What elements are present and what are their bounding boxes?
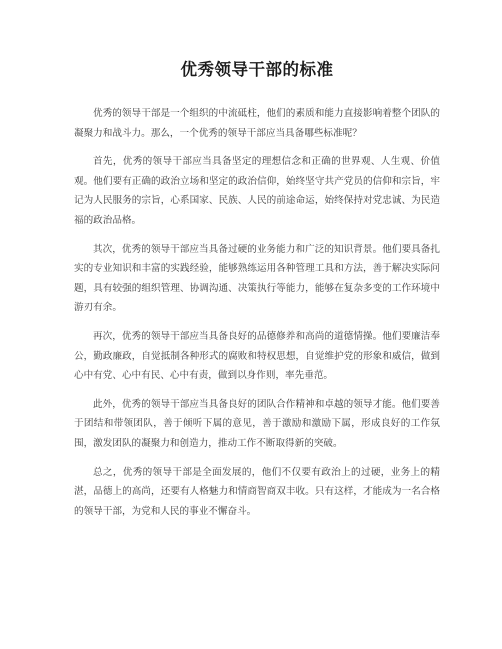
paragraph-intro: 优秀的领导干部是一个组织的中流砥柱，他们的素质和能力直接影响着整个团队的凝聚力和战斗力。那么，一个优秀的领导干部应当具备哪些标准呢？: [74, 108, 440, 139]
paragraph-third: 再次，优秀的领导干部应当具备良好的品德修养和高尚的道德情操。他们要廉洁奉公，勤政廉政，自觉抵制各种形式的腐败和特权思想，自觉维护党的形象和威信，做到心中有党、心中有民、心中有责，做到以身作则，率先垂范。: [74, 330, 440, 382]
paragraph-first: 首先，优秀的领导干部应当具备坚定的理想信念和正确的世界观、人生观、价值观。他们要有正确的政治立场和坚定的政治信仰，始终坚守共产党员的信仰和宗旨，牢记为人民服务的宗旨，心系国家、民族、人民的前途命运，始终保持对党忠诚、为民造福的政治品格。: [74, 156, 440, 226]
paragraph-conclusion: 总之，优秀的领导干部是全面发展的，他们不仅要有政治上的过硬，业务上的精湛，品德上的高尚，还要有人格魅力和情商智商双丰收。只有这样，才能成为一名合格的领导干部，为党和人民的事业不懈奋斗。: [74, 466, 440, 517]
document-title: 优秀领导干部的标准: [180, 60, 334, 79]
paragraph-second: 其次，优秀的领导干部应当具备过硬的业务能力和广泛的知识背景。他们要具备扎实的专业知识和丰富的实践经验，能够熟练运用各种管理工具和方法，善于解决实际问题，具有较强的组织管理、协调沟通、决策执行等能力，能够在复杂多变的工作环境中游刃有余。: [74, 243, 440, 314]
paragraph-fourth: 此外，优秀的领导干部应当具备良好的团队合作精神和卓越的领导才能。他们要善于团结和带领团队，善于倾听下属的意见，善于激励和激励下属，形成良好的工作氛围，激发团队的凝聚力和创造力，推动工作不断取得新的突破。: [74, 398, 440, 449]
